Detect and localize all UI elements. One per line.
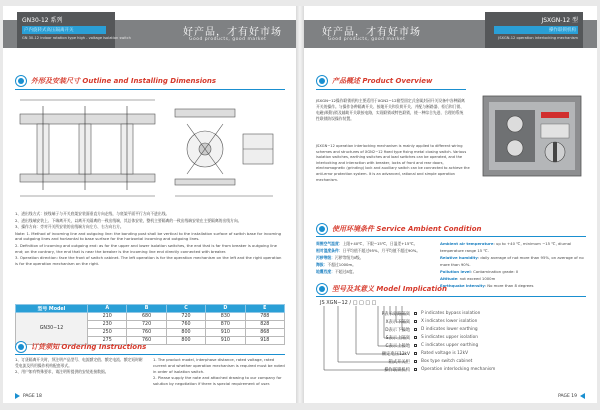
section-bullet-icon bbox=[316, 283, 328, 295]
overview-cn: JSXGN−12操作联锁机构主要适用于XGN2−12箱型固定式金属封闭开关设备中各种隔离开关的操作。与操作各种隔离开关、接地开关和负荷开关、并配与断路器、柜后和门锁、电磁(吸附)锁及辅助开关联接电路，实现联锁或特色联锁，使一种综合先进、合理的系统性联锁防误操作装置。 bbox=[316, 98, 465, 121]
book-gutter bbox=[296, 6, 304, 403]
col-b: B bbox=[127, 305, 166, 313]
overview-en: JSXGN−12 operation interlocking mechanism is mainly applied to different wiring schemes and structures of XGN2−12 fixed type fixing metal closing switch. Various isolation switches, earthing switches and load switches can be operated, and the interlocking and interaction with breaker, locks of front and rear doors, electromagnetic (grinding) lock and auxiliary switch can be connected to achieve the anti-error protection system. It is an advanced, rational and simple operation mechanism. bbox=[316, 144, 470, 182]
checkbox-marker-icon bbox=[414, 360, 417, 363]
table-cell: 230 bbox=[88, 321, 127, 329]
env-row: Ambient air temperature: up to +40 ℃, minimum −15 ℃, diurnal temperature range 15 ℃. bbox=[440, 241, 572, 253]
table-cell: 210 bbox=[88, 313, 127, 321]
mechanism-photo bbox=[477, 90, 587, 182]
col-e: E bbox=[245, 305, 284, 313]
section-heading-dimensions: 外形及安装尺寸 Outline and Installing Dimensions bbox=[15, 74, 216, 88]
checkbox-marker-icon bbox=[414, 344, 417, 347]
table-cell: 720 bbox=[127, 321, 166, 329]
order-en-1: 1. The product model, interphase distance, rated voltage, rated current and whether operation mechanism is required must be noted in order of isolation switch. bbox=[153, 357, 285, 374]
note-cn-2: 2、进出线端安装上、下端离开关，以离开关隔离的一致出线端，其总体安装，整机主要隔离的一致出线端安装在主要隔离的出线方向。 bbox=[15, 217, 242, 223]
section-bullet-icon bbox=[316, 223, 328, 235]
section-rule bbox=[15, 89, 285, 90]
env-row: Relative humidity: daily average of not more than 95%, on average of no more than 90%. bbox=[440, 255, 584, 267]
checkbox-marker-icon bbox=[414, 336, 417, 339]
order-en-2: 2. Please supply the note and attached drawing to our company for solution by negotiation if there is special requirement of user. bbox=[153, 375, 282, 386]
section-bullet-icon bbox=[15, 75, 27, 87]
page-marker-icon bbox=[580, 393, 585, 399]
model-row: 操作联锁机构 Operation interlocking mechanism bbox=[384, 367, 496, 373]
checkbox-marker-icon bbox=[414, 328, 417, 331]
note-en-2: 2. Definition of incoming and outgoing end: as for the upper and lower isolation switches, the end that is far from breaker is outgoing line end; on the contrary, the end that is near the breaker is the incoming line end directly connected with breaker. bbox=[15, 242, 277, 254]
model-row: C表示上接地 C indicates upper earthing bbox=[385, 343, 479, 349]
left-page bbox=[3, 6, 296, 403]
env-row: 地震烈度：不超过8度。 bbox=[316, 269, 357, 274]
table-cell: 918 bbox=[245, 337, 284, 345]
table-cell: 788 bbox=[245, 313, 284, 321]
ordering-en bbox=[153, 357, 285, 387]
note-en-3: 3. Operation direction: face the front of switch cabinet. The left operation is for the operation mechanism on the left and the right operation is for the operation mechanism on the right. bbox=[15, 255, 282, 266]
page-footer bbox=[558, 393, 585, 399]
table-cell: 760 bbox=[127, 329, 166, 337]
env-row: Earthquake intensity: No more than 8 degrees bbox=[440, 283, 534, 288]
table-cell: 910 bbox=[206, 329, 245, 337]
model-row: X表示下隔离 X indicates lower isolation bbox=[385, 319, 478, 325]
table-header-row bbox=[16, 305, 285, 313]
section-heading-ordering: 订货须知 Ordering Instructions bbox=[15, 340, 146, 354]
model-row: D表示下接地 D indicates lower earthing bbox=[385, 327, 478, 333]
page-number: PAGE 18 bbox=[23, 393, 42, 399]
table-cell: 250 bbox=[88, 329, 127, 337]
page-marker-icon bbox=[15, 393, 20, 399]
right-page bbox=[304, 6, 597, 403]
checkbox-marker-icon bbox=[414, 320, 417, 323]
env-row: Altitude: not exceed 1000m bbox=[440, 276, 496, 281]
note-en-1: Note: 1. Method of incoming line and outgoing line: the bonding post shall be vertical to the installation surface of switch base for incoming and outgoing lines and horizontal to base surface for the horizontal incoming and outgoing lines. bbox=[15, 230, 282, 242]
section-heading-environment: 使用环境条件 Service Ambient Condition bbox=[316, 222, 482, 236]
table-cell: 830 bbox=[206, 313, 245, 321]
section-bullet-icon bbox=[316, 75, 328, 87]
model-subtitle-en: JSXGN-12 operation interlocking mechanism bbox=[498, 36, 578, 40]
model-implication bbox=[316, 300, 586, 390]
table-cell: 868 bbox=[245, 329, 284, 337]
col-c: C bbox=[166, 305, 205, 313]
dimension-table bbox=[15, 304, 285, 345]
model-row: 箱式开关柜 Box type switch cabinet bbox=[388, 359, 473, 365]
model-title: JSXGN-12 型 bbox=[541, 17, 578, 24]
page-number: PAGE 19 bbox=[558, 393, 577, 399]
env-row: 海拔：不超过1000m。 bbox=[316, 262, 356, 267]
env-row: 污秽等级：污秽等级为Ⅱ级。 bbox=[316, 255, 364, 260]
checkbox-marker-icon bbox=[414, 312, 417, 315]
section-rule bbox=[15, 354, 285, 355]
model-row: S表示上隔离 S indicates upper isolation bbox=[385, 335, 478, 341]
note-cn-1: 1、进出线方式：接线端子与开关底架安装面垂直方向走线，与底架平面平行方向不进出线。 bbox=[15, 211, 170, 216]
table-cell: 870 bbox=[206, 321, 245, 329]
environment-en bbox=[440, 240, 590, 289]
series-title: GN30-12 系列 bbox=[22, 17, 63, 24]
env-row: 周围空气温度：上限+40℃，下限−15℃，日温差+15℃。 bbox=[316, 241, 418, 246]
checkbox-marker-icon bbox=[414, 352, 417, 355]
ordering-cn bbox=[15, 357, 143, 375]
model-code-string: JS XGN−12 / □ □ □ □ bbox=[320, 300, 377, 306]
section-bullet-icon bbox=[15, 341, 27, 353]
model-row: P表示旁路隔离 P indicates bypass isolation bbox=[381, 311, 481, 317]
col-d: D bbox=[206, 305, 245, 313]
series-subtitle-en: GN 30-12 indoor rotation type high - voltage isolation switch bbox=[22, 36, 131, 40]
model-row: 额定电压12kV Rated voltage is 12kV bbox=[381, 351, 469, 357]
table-cell: 910 bbox=[206, 337, 245, 345]
model-subtitle-cn: 操作联锁机构 bbox=[494, 26, 578, 34]
series-subtitle-cn: 户内旋转式高压隔离开关 bbox=[22, 26, 106, 34]
section-rule bbox=[316, 236, 586, 237]
table-cell: 680 bbox=[127, 313, 166, 321]
env-row: 相对湿度条件：日平均值不超过95%，月平均值不超过90%。 bbox=[316, 248, 421, 253]
table-cell: 275 bbox=[88, 337, 127, 345]
section-heading-overview: 产品概述 Product Overview bbox=[316, 74, 432, 88]
table-cell: 720 bbox=[166, 313, 205, 321]
col-a: A bbox=[88, 305, 127, 313]
page-footer bbox=[15, 393, 42, 399]
table-cell: 760 bbox=[166, 321, 205, 329]
section-rule bbox=[316, 296, 586, 297]
model-box bbox=[485, 12, 583, 48]
section-heading-model: 型号及其意义 Model Implication bbox=[316, 282, 447, 296]
model-cell: GN30−12 bbox=[16, 313, 88, 345]
note-cn-3: 3、操作方向：旁对开关所安装的出线端方向左方、右方向右方。 bbox=[15, 224, 124, 230]
checkbox-marker-icon bbox=[414, 368, 417, 371]
order-cn-1: 1、订货隔离开关时，须注明产品型号、电流额定值、额定电流、额定短时耐受电流及所用操作机构配套形式。 bbox=[15, 357, 143, 368]
col-model: 型号 Model bbox=[16, 305, 88, 313]
installation-notes bbox=[15, 211, 285, 267]
environment-cn bbox=[316, 240, 434, 275]
table-row bbox=[16, 313, 285, 321]
dimension-drawing bbox=[15, 94, 283, 204]
table-cell: 800 bbox=[166, 329, 205, 337]
slogan-cn: 好产品，才有好市场 bbox=[183, 27, 282, 38]
series-box bbox=[17, 12, 131, 48]
table-cell: 828 bbox=[245, 321, 284, 329]
section-rule bbox=[316, 89, 466, 90]
slogan-en: Good products, good market bbox=[189, 37, 267, 42]
env-row: Pollution level: Contamination grade: Ⅱ bbox=[440, 269, 518, 274]
slogan-cn: 好产品，才有好市场 bbox=[322, 27, 421, 38]
table-cell: 760 bbox=[127, 337, 166, 345]
slogan-en: Good products, good market bbox=[328, 37, 406, 42]
order-cn-2: 2、用户如有特殊要求，请注明所提供的安装连接数据。 bbox=[15, 369, 109, 374]
table-cell: 800 bbox=[166, 337, 205, 345]
